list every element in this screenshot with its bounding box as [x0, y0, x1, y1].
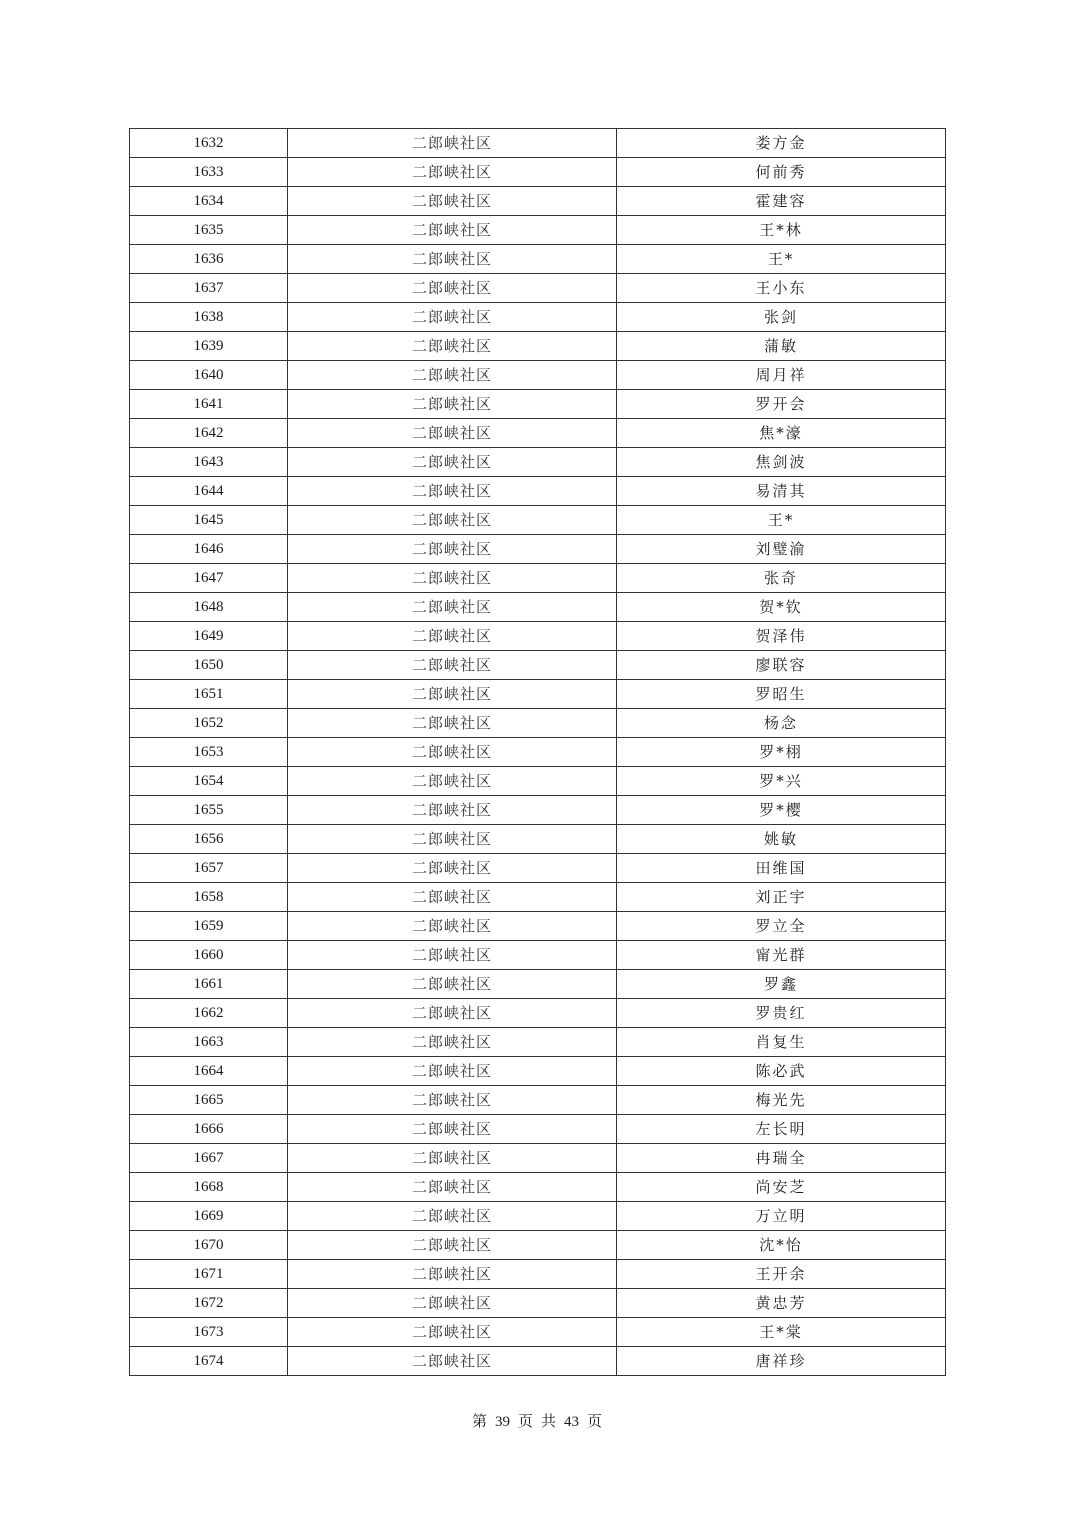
row-number-cell: 1654: [130, 767, 288, 796]
community-cell: 二郎峡社区: [288, 825, 617, 854]
person-name-cell: 王*棠: [617, 1318, 946, 1347]
community-cell: 二郎峡社区: [288, 477, 617, 506]
row-number-cell: 1659: [130, 912, 288, 941]
row-number-cell: 1632: [130, 129, 288, 158]
person-name-cell: 刘璧渝: [617, 535, 946, 564]
table-row: [130, 1347, 946, 1376]
person-name-cell: 王*林: [617, 216, 946, 245]
community-cell: 二郎峡社区: [288, 970, 617, 999]
row-number-cell: 1660: [130, 941, 288, 970]
person-name-cell: 周月祥: [617, 361, 946, 390]
table-row: [130, 361, 946, 390]
person-name-cell: 易清其: [617, 477, 946, 506]
person-name-cell: 罗*兴: [617, 767, 946, 796]
table-row: [130, 941, 946, 970]
community-cell: 二郎峡社区: [288, 1173, 617, 1202]
row-number-cell: 1662: [130, 999, 288, 1028]
person-name-cell: 焦*濠: [617, 419, 946, 448]
person-name-cell: 蒲敏: [617, 332, 946, 361]
table-row: [130, 1231, 946, 1260]
community-cell: 二郎峡社区: [288, 1202, 617, 1231]
table-row: [130, 1260, 946, 1289]
community-cell: 二郎峡社区: [288, 709, 617, 738]
table-row: [130, 303, 946, 332]
table-row: [130, 1202, 946, 1231]
community-cell: 二郎峡社区: [288, 912, 617, 941]
table-row: [130, 506, 946, 535]
person-name-cell: 姚敏: [617, 825, 946, 854]
table-row: [130, 535, 946, 564]
person-name-cell: 罗鑫: [617, 970, 946, 999]
person-name-cell: 廖联容: [617, 651, 946, 680]
community-cell: 二郎峡社区: [288, 303, 617, 332]
person-name-cell: 唐祥珍: [617, 1347, 946, 1376]
row-number-cell: 1644: [130, 477, 288, 506]
row-number-cell: 1640: [130, 361, 288, 390]
person-name-cell: 罗昭生: [617, 680, 946, 709]
community-cell: 二郎峡社区: [288, 622, 617, 651]
row-number-cell: 1657: [130, 854, 288, 883]
community-cell: 二郎峡社区: [288, 593, 617, 622]
table-row: [130, 1086, 946, 1115]
row-number-cell: 1633: [130, 158, 288, 187]
person-name-cell: 罗开会: [617, 390, 946, 419]
person-name-cell: 杨念: [617, 709, 946, 738]
table-row: [130, 883, 946, 912]
table-row: [130, 999, 946, 1028]
table-row: [130, 1115, 946, 1144]
row-number-cell: 1653: [130, 738, 288, 767]
community-cell: 二郎峡社区: [288, 187, 617, 216]
person-name-cell: 张剑: [617, 303, 946, 332]
table-row: [130, 158, 946, 187]
row-number-cell: 1666: [130, 1115, 288, 1144]
footer-prefix: 第: [471, 1412, 487, 1430]
row-number-cell: 1672: [130, 1289, 288, 1318]
person-name-cell: 刘正宇: [617, 883, 946, 912]
table-row: [130, 622, 946, 651]
community-cell: 二郎峡社区: [288, 448, 617, 477]
table-row: [130, 825, 946, 854]
table-row: [130, 593, 946, 622]
table-row: [130, 709, 946, 738]
person-name-cell: 田维国: [617, 854, 946, 883]
community-cell: 二郎峡社区: [288, 1260, 617, 1289]
page-footer: [0, 1410, 1074, 1431]
community-cell: 二郎峡社区: [288, 158, 617, 187]
table-row: [130, 651, 946, 680]
community-cell: 二郎峡社区: [288, 361, 617, 390]
person-name-cell: 焦剑波: [617, 448, 946, 477]
current-page-number: 39: [494, 1414, 510, 1430]
row-number-cell: 1661: [130, 970, 288, 999]
footer-total-prefix: 共: [541, 1412, 557, 1430]
table-row: [130, 390, 946, 419]
row-number-cell: 1643: [130, 448, 288, 477]
person-name-cell: 甯光群: [617, 941, 946, 970]
person-name-cell: 冉瑞全: [617, 1144, 946, 1173]
row-number-cell: 1637: [130, 274, 288, 303]
person-name-cell: 何前秀: [617, 158, 946, 187]
person-name-cell: 贺泽伟: [617, 622, 946, 651]
community-cell: 二郎峡社区: [288, 1289, 617, 1318]
community-cell: 二郎峡社区: [288, 738, 617, 767]
person-name-cell: 肖复生: [617, 1028, 946, 1057]
row-number-cell: 1649: [130, 622, 288, 651]
row-number-cell: 1652: [130, 709, 288, 738]
community-cell: 二郎峡社区: [288, 941, 617, 970]
person-name-cell: 王小东: [617, 274, 946, 303]
table-row: [130, 129, 946, 158]
row-number-cell: 1665: [130, 1086, 288, 1115]
community-cell: 二郎峡社区: [288, 419, 617, 448]
community-cell: 二郎峡社区: [288, 1028, 617, 1057]
table-row: [130, 448, 946, 477]
table-row: [130, 1173, 946, 1202]
row-number-cell: 1669: [130, 1202, 288, 1231]
table-row: [130, 1289, 946, 1318]
row-number-cell: 1673: [130, 1318, 288, 1347]
community-cell: 二郎峡社区: [288, 1347, 617, 1376]
roster-table-body: [130, 129, 946, 1376]
table-row: [130, 1057, 946, 1086]
row-number-cell: 1651: [130, 680, 288, 709]
community-cell: 二郎峡社区: [288, 274, 617, 303]
person-name-cell: 贺*钦: [617, 593, 946, 622]
community-cell: 二郎峡社区: [288, 796, 617, 825]
row-number-cell: 1671: [130, 1260, 288, 1289]
community-cell: 二郎峡社区: [288, 1144, 617, 1173]
person-name-cell: 左长明: [617, 1115, 946, 1144]
community-cell: 二郎峡社区: [288, 1318, 617, 1347]
total-page-count: 43: [564, 1414, 580, 1430]
person-name-cell: 王*: [617, 506, 946, 535]
roster-table: [129, 128, 946, 1376]
community-cell: 二郎峡社区: [288, 999, 617, 1028]
person-name-cell: 王*: [617, 245, 946, 274]
community-cell: 二郎峡社区: [288, 1086, 617, 1115]
row-number-cell: 1664: [130, 1057, 288, 1086]
community-cell: 二郎峡社区: [288, 680, 617, 709]
person-name-cell: 王开余: [617, 1260, 946, 1289]
table-row: [130, 332, 946, 361]
table-row: [130, 274, 946, 303]
row-number-cell: 1639: [130, 332, 288, 361]
community-cell: 二郎峡社区: [288, 129, 617, 158]
row-number-cell: 1646: [130, 535, 288, 564]
person-name-cell: 梅光先: [617, 1086, 946, 1115]
table-row: [130, 1028, 946, 1057]
row-number-cell: 1636: [130, 245, 288, 274]
person-name-cell: 沈*怡: [617, 1231, 946, 1260]
community-cell: 二郎峡社区: [288, 651, 617, 680]
table-row: [130, 564, 946, 593]
community-cell: 二郎峡社区: [288, 332, 617, 361]
row-number-cell: 1655: [130, 796, 288, 825]
person-name-cell: 万立明: [617, 1202, 946, 1231]
row-number-cell: 1638: [130, 303, 288, 332]
row-number-cell: 1645: [130, 506, 288, 535]
community-cell: 二郎峡社区: [288, 390, 617, 419]
community-cell: 二郎峡社区: [288, 506, 617, 535]
person-name-cell: 尚安芝: [617, 1173, 946, 1202]
table-row: [130, 477, 946, 506]
community-cell: 二郎峡社区: [288, 216, 617, 245]
person-name-cell: 罗*樱: [617, 796, 946, 825]
person-name-cell: 陈必武: [617, 1057, 946, 1086]
row-number-cell: 1642: [130, 419, 288, 448]
community-cell: 二郎峡社区: [288, 535, 617, 564]
footer-page-unit: 页: [517, 1412, 533, 1430]
row-number-cell: 1650: [130, 651, 288, 680]
table-row: [130, 854, 946, 883]
person-name-cell: 黄忠芳: [617, 1289, 946, 1318]
row-number-cell: 1670: [130, 1231, 288, 1260]
community-cell: 二郎峡社区: [288, 854, 617, 883]
table-row: [130, 680, 946, 709]
table-row: [130, 245, 946, 274]
community-cell: 二郎峡社区: [288, 1115, 617, 1144]
table-row: [130, 419, 946, 448]
community-cell: 二郎峡社区: [288, 564, 617, 593]
table-row: [130, 216, 946, 245]
row-number-cell: 1648: [130, 593, 288, 622]
row-number-cell: 1663: [130, 1028, 288, 1057]
table-row: [130, 767, 946, 796]
community-cell: 二郎峡社区: [288, 1231, 617, 1260]
row-number-cell: 1674: [130, 1347, 288, 1376]
table-row: [130, 738, 946, 767]
row-number-cell: 1641: [130, 390, 288, 419]
person-name-cell: 罗立全: [617, 912, 946, 941]
row-number-cell: 1658: [130, 883, 288, 912]
community-cell: 二郎峡社区: [288, 1057, 617, 1086]
table-row: [130, 796, 946, 825]
row-number-cell: 1668: [130, 1173, 288, 1202]
person-name-cell: 娄方金: [617, 129, 946, 158]
row-number-cell: 1667: [130, 1144, 288, 1173]
table-row: [130, 1144, 946, 1173]
community-cell: 二郎峡社区: [288, 883, 617, 912]
table-row: [130, 912, 946, 941]
person-name-cell: 霍建容: [617, 187, 946, 216]
table-row: [130, 187, 946, 216]
community-cell: 二郎峡社区: [288, 245, 617, 274]
table-row: [130, 1318, 946, 1347]
row-number-cell: 1647: [130, 564, 288, 593]
person-name-cell: 罗贵红: [617, 999, 946, 1028]
person-name-cell: 张奇: [617, 564, 946, 593]
person-name-cell: 罗*栩: [617, 738, 946, 767]
table-row: [130, 970, 946, 999]
row-number-cell: 1635: [130, 216, 288, 245]
community-cell: 二郎峡社区: [288, 767, 617, 796]
footer-total-unit: 页: [587, 1412, 603, 1430]
row-number-cell: 1656: [130, 825, 288, 854]
row-number-cell: 1634: [130, 187, 288, 216]
